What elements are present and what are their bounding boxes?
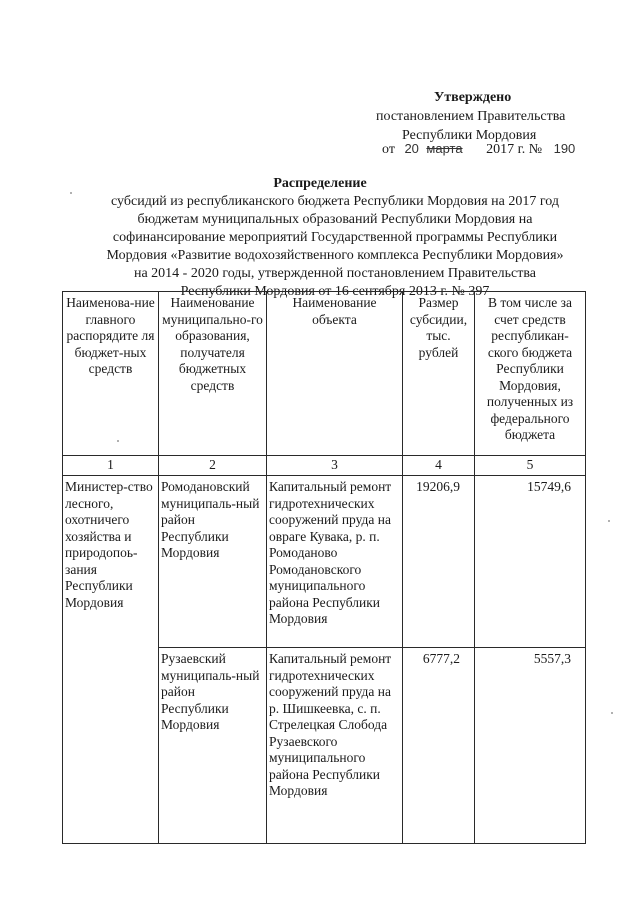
approval-number: 190 (553, 141, 576, 156)
header-cell-subsidy: Размер субсидии, тыс. рублей (403, 292, 475, 456)
approval-month: марта (426, 141, 463, 156)
header-cell-administrator: Наименова-ние главного распорядите ля бюджет-ных средств (63, 292, 159, 456)
column-number: 2 (159, 456, 267, 476)
approval-title: Утверждено (434, 90, 512, 105)
document-title: Распределение (273, 176, 367, 191)
table-header-row (63, 292, 586, 456)
table-row (63, 476, 586, 648)
subsidy-table (62, 291, 586, 844)
description-line: на 2014 - 2020 годы, утвержденной постановлением Правительства (133, 266, 537, 281)
subsidy-cell: 19206,9 (403, 476, 475, 648)
municipality-cell: Рузаевский муниципаль-ный район Республики Мордовия (159, 648, 267, 844)
description-line: субсидий из республиканского бюджета Республики Мордовия на 2017 год (111, 194, 559, 209)
subsidy-cell: 6777,2 (403, 648, 475, 844)
approval-year: 2017 г. № (486, 142, 543, 157)
description-line: софинансирование мероприятий Государственной программы Республики (112, 230, 558, 245)
column-number-row (63, 456, 586, 476)
municipality-cell: Ромодановский муниципаль-ный район Республики Мордовия (159, 476, 267, 648)
column-number: 3 (267, 456, 403, 476)
approval-line-1: постановлением Правительства (376, 109, 566, 124)
approval-date-line (382, 139, 575, 159)
column-number: 5 (475, 456, 586, 476)
scan-speck (70, 192, 72, 194)
scan-speck (608, 520, 610, 522)
description-line: бюджетам муниципальных образований Республики Мордовия на (137, 212, 533, 227)
object-cell: Капитальный ремонт гидротехнических сооружений пруда на овраге Кувака, р. п. Ромоданово Ромодановского муниципального района Республики Мордовия (267, 476, 403, 648)
approval-date-prefix: от (382, 142, 395, 157)
description-line: Мордовия «Развитие водохозяйственного комплекса Республики Мордовия» (106, 248, 564, 263)
header-cell-municipality: Наименование муниципально-го образования, получателя бюджетных средств (159, 292, 267, 456)
approval-line-2: Республики Мордовия (402, 128, 537, 143)
document-description (70, 193, 600, 301)
federal-cell: 5557,3 (475, 648, 586, 844)
column-number: 4 (403, 456, 475, 476)
column-number: 1 (63, 456, 159, 476)
approval-day: 20 (404, 141, 419, 156)
administrator-cell: Министер-ство лесного, охотничего хозяйства и природопоь-зания Республики Мордовия (63, 476, 159, 844)
header-cell-federal: В том числе за счет средств республикан-ского бюджета Республики Мордовия, полученных из федерального бюджета (475, 292, 586, 456)
description-line: Республики Мордовия от 16 сентября 2013 г. № 397 (180, 284, 490, 299)
header-cell-object: Наименование объекта (267, 292, 403, 456)
federal-cell: 15749,6 (475, 476, 586, 648)
object-cell: Капитальный ремонт гидротехнических сооружений пруда на р. Шишкеевка, с. п. Стрелецкая Слобода Рузаевского муниципального района Республики Мордовия (267, 648, 403, 844)
scan-speck (117, 440, 119, 442)
scan-speck (611, 712, 613, 714)
